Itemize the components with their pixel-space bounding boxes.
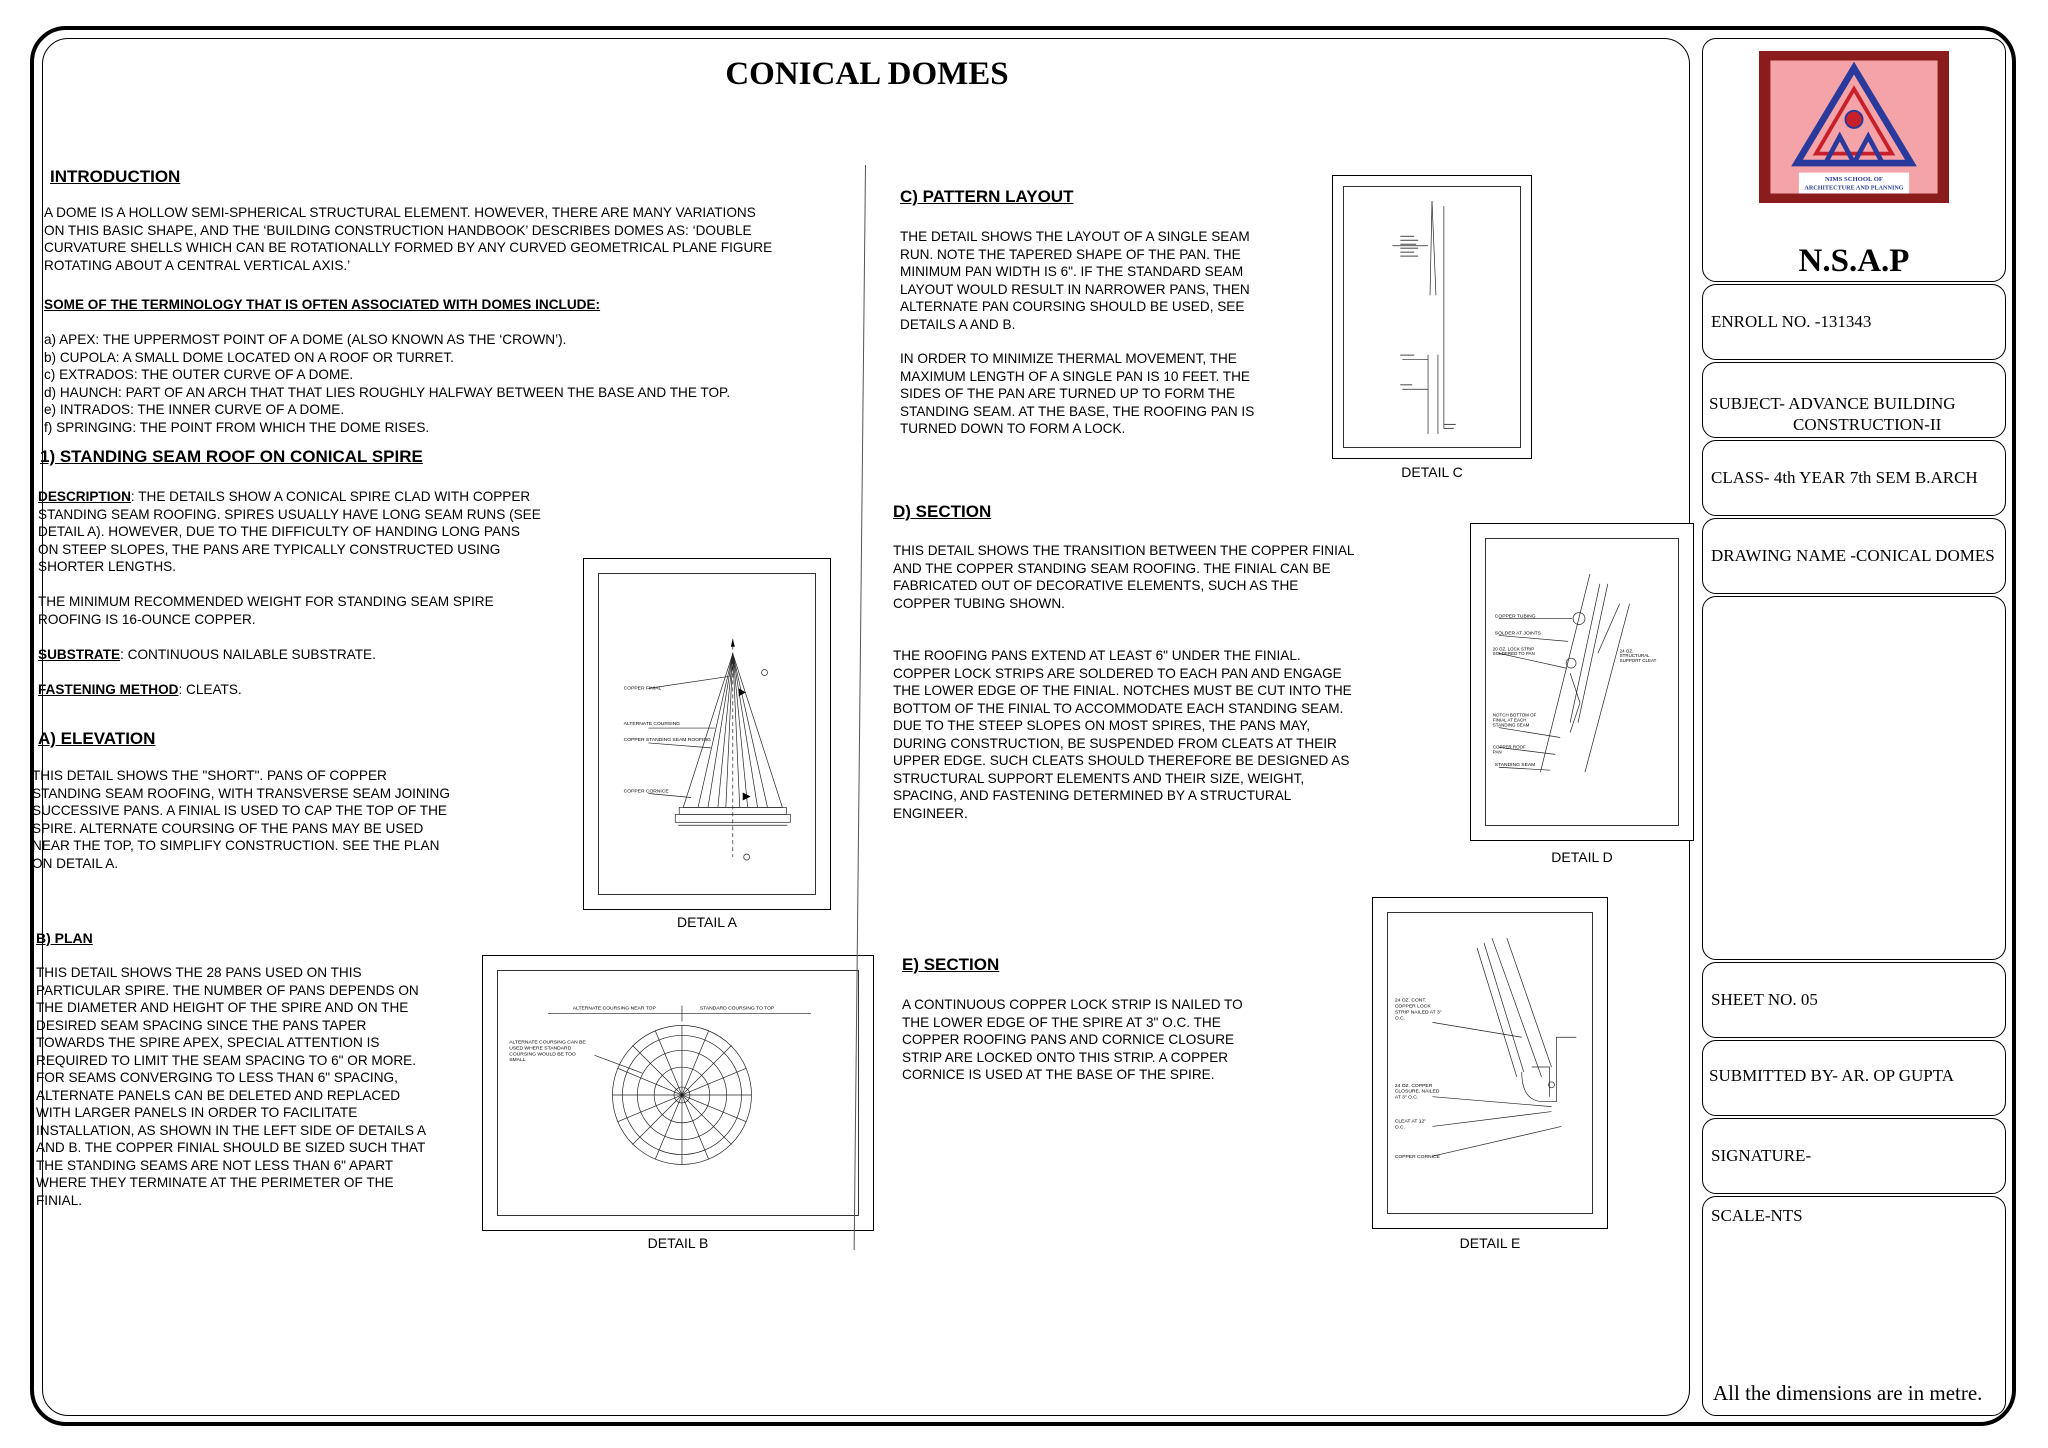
fastening-text [38,681,242,699]
subject-line-1: SUBJECT- ADVANCE BUILDING [1709,394,1956,413]
scale-label: SCALE-NTS [1711,1206,1803,1225]
submitted-by: SUBMITTED BY- AR. OP GUPTA [1709,1066,1955,1085]
label-standard-to-top: STANDARD COURSING TO TOP [699,1006,775,1012]
substrate-label: SUBSTRATE [38,647,121,662]
school-abbrev: N.S.A.P [1798,243,1910,279]
detail-d-drawing [1471,524,1693,840]
label-notch-finial: NOTCH BOTTOM OF FINIAL AT EACH STANDING SEAM [1492,712,1537,728]
detail-b-caption: DETAIL B [647,1235,709,1251]
fastening-label: FASTENING METHOD [38,682,179,697]
detail-a-frame [583,558,831,910]
label-alternate-note: ALTERNATE COURSING CAN BE USED WHERE STANDARD COURSING WOULD BE TOO SMALL [509,1039,586,1064]
label-lock-strip: 20 OZ. LOCK STRIP SOLDERED TO PAN [1492,646,1535,657]
dimension-note: All the dimensions are in metre. [1713,1381,1983,1405]
signature-label: SIGNATURE- [1711,1146,1812,1165]
detail-c-drawing [1333,176,1531,458]
detail-d-frame [1470,523,1694,841]
drawing-name-box [1702,518,2006,594]
label-support-cleat: 24 OZ. STRUCTURAL SUPPORT CLEAT [1619,648,1657,664]
fastening-body: : CLEATS. [178,682,242,697]
label-lock-strip-e: 24 OZ. CONT. COPPER LOCK STRIP NAILED AT 3" O.C. [1394,997,1442,1022]
blank-box [1702,596,2006,960]
label-standing-seam: STANDING SEAM [1494,763,1536,769]
section-d-heading: D) SECTION [893,502,992,521]
section-e-text: A CONTINUOUS COPPER LOCK STRIP IS NAILED TO THE LOWER EDGE OF THE SPIRE AT 3" O.C. THE COPPER ROOFING PANS AND CORNICE CLOSURE STRIP ARE LOCKED ONTO THIS STRIP. A COPPER CORNICE IS USED AT THE BASE OF THE SPIRE. [902,997,1243,1082]
label-copper-tubing: COPPER TUBING [1494,614,1536,620]
detail-c-caption: DETAIL C [1401,464,1463,480]
section-d-text-2: THE ROOFING PANS EXTEND AT LEAST 6" UNDER THE FINIAL. COPPER LOCK STRIPS ARE SOLDERED TO EACH PAN AND ENGAGE THE LOWER EDGE OF THE FINIAL. NOTCHES MUST BE CUT INTO THE BOTTOM OF THE FINIAL TO ACCOMMODATE EACH STANDING SEAM. DUE TO THE STEEP SLOPES ON MOST SPIRES, THE PANS MAY, DURING CONSTRUCTION, BE SUSPENDED FROM CLEATS AT THEIR UPPER EDGE. SUCH CLEATS SHOULD THEREFORE BE DESIGNED AS STRUCTURAL SUPPORT ELEMENTS AND THEIR SIZE, WEIGHT, SPACING, AND FASTENING DETERMINED BY A STRUCTURAL ENGINEER. [893,648,1352,821]
terminology-list: a) APEX: THE UPPERMOST POINT OF A DOME (ALSO KNOWN AS THE ‘CROWN’). b) CUPOLA: A SMALL DOME LOCATED ON A ROOF OR TURRET. c) EXTRADOS: THE OUTER CURVE OF A DOME. d) HAUNCH: PART OF AN ARCH THAT THAT LIES ROUGHLY HALFWAY BETWEEN THE BASE AND THE TOP. e) INTRADOS: THE INNER CURVE OF A DOME. f) SPRINGING: THE POINT FROM WHICH THE DOME RISES. [44,332,731,435]
detail-c-frame [1332,175,1532,459]
substrate-text [38,646,376,664]
weight-text: THE MINIMUM RECOMMENDED WEIGHT FOR STANDING SEAM SPIRE ROOFING IS 16-OUNCE COPPER. [38,594,494,627]
intro-text: A DOME IS A HOLLOW SEMI-SPHERICAL STRUCTURAL ELEMENT. HOWEVER, THERE ARE MANY VARIATIONS ON THIS BASIC SHAPE, AND THE ‘BUILDING CONSTRUCTION HANDBOOK’ DESCRIBES DOMES AS: ‘DOUBLE CURVATURE SHELLS WHICH CAN BE ROTATIONALLY FORMED BY ANY CURVED GEOMETRICAL PLANE FIGURE ROTATING ABOUT A CENTRAL VERTICAL AXIS.’ [44,205,773,273]
enroll-box [1702,284,2006,360]
signature-box [1702,1118,2006,1194]
school-logo [1759,51,1949,203]
detail-b-frame [482,955,874,1231]
plan-heading: B) PLAN [36,930,93,946]
substrate-body: : CONTINUOUS NAILABLE SUBSTRATE. [120,647,376,662]
detail-a-drawing [584,559,830,909]
label-cleat: CLEAT AT 12" O.C. [1394,1118,1426,1131]
detail-d-caption: DETAIL D [1551,849,1613,865]
scale-box [1702,1196,2006,1416]
pattern-text-1: THE DETAIL SHOWS THE LAYOUT OF A SINGLE SEAM RUN. NOTE THE TAPERED SHAPE OF THE PAN. THE MINIMUM PAN WIDTH IS 6". IF THE STANDARD SEAM LAYOUT WOULD RESULT IN NARROWER PANS, THEN ALTERNATE PAN COURSING SHOULD BE USED, SEE DETAILS A AND B. [900,229,1250,332]
detail-e-frame [1372,897,1608,1229]
detail-a-caption: DETAIL A [677,914,737,930]
detail-e-caption: DETAIL E [1459,1235,1521,1251]
sheet-number: SHEET NO. 05 [1711,990,1818,1009]
plan-text: THIS DETAIL SHOWS THE 28 PANS USED ON THIS PARTICULAR SPIRE. THE NUMBER OF PANS DEPENDS ON THE DIAMETER AND HEIGHT OF THE SPIRE AND ON THE DESIRED SEAM SPACING SINCE THE PANS TAPER TOWARDS THE SPIRE APEX, SPECIAL ATTENTION IS REQUIRED TO LIMIT THE SEAM SPACING TO 6" OR MORE. FOR SEAMS CONVERGING TO LESS THAN 6" SPACING, ALTERNATE PANELS CAN BE DELETED AND REPLACED WITH LARGER PANELS IN ORDER TO FACILITATE INSTALLATION, AS SHOWN IN THE LEFT SIDE OF DETAILS A AND B. THE COPPER FINIAL SHOULD BE SIZED SUCH THAT THE STANDING SEAMS ARE NOT LESS THAN 6" APART WHERE THEY TERMINATE AT THE PERIMETER OF THE FINIAL. [36,965,427,1208]
sheet-box [1702,962,2006,1038]
elevation-heading: A) ELEVATION [38,729,156,748]
detail-e-drawing [1373,898,1607,1228]
subject-line-2: CONSTRUCTION-II [1793,415,1942,434]
section1-heading: 1) STANDING SEAM ROOF ON CONICAL SPIRE [40,447,423,466]
pattern-text-2: IN ORDER TO MINIMIZE THERMAL MOVEMENT, THE MAXIMUM LENGTH OF A SINGLE PAN IS 10 FEET. THE SIDES OF THE PAN ARE TURNED UP TO FORM THE STANDING SEAM. AT THE BASE, THE ROOFING PAN IS TURNED DOWN TO FORM A LOCK. [900,351,1255,436]
logo-line-2: ARCHITECTURE AND PLANNING [1804,185,1904,192]
detail-b-drawing [483,956,873,1230]
intro-heading: INTRODUCTION [50,167,181,186]
enroll-number: ENROLL NO. -131343 [1711,312,1872,331]
pattern-heading: C) PATTERN LAYOUT [900,187,1074,206]
logo-box [1702,38,2006,282]
section-e-heading: E) SECTION [902,955,1000,974]
label-standing-seam-roofing: COPPER STANDING SEAM ROOFING [623,737,711,743]
label-copper-roof-pan: COPPER ROOF PAN [1492,744,1526,755]
page-title: CONICAL DOMES [725,56,1009,92]
label-copper-cornice: COPPER CORNICE [623,789,669,795]
label-copper-finial: COPPER FINIAL [623,686,662,692]
class-box [1702,440,2006,516]
description-label: DESCRIPTION [38,489,131,504]
label-closure: 24 OZ. COPPER CLOSURE, NAILED AT 3" O.C. [1394,1082,1440,1101]
elevation-text: THIS DETAIL SHOWS THE "SHORT". PANS OF COPPER STANDING SEAM ROOFING, WITH TRANSVERSE SEAM JOINING SUCCESSIVE PANS. A FINIAL IS USED TO CAP THE TOP OF THE SPIRE. ALTERNATE COURSING OF THE PANS MAY BE USED NEAR THE TOP, TO SIMPLIFY CONSTRUCTION. SEE THE PLAN ON DETAIL A. [32,768,450,871]
terminology-heading: SOME OF THE TERMINOLOGY THAT IS OFTEN ASSOCIATED WITH DOMES INCLUDE: [44,297,601,312]
label-alternate-near-top: ALTERNATE COURSING NEAR TOP [572,1006,656,1012]
drawing-name: DRAWING NAME -CONICAL DOMES [1711,546,1995,565]
class-info: CLASS- 4th YEAR 7th SEM B.ARCH [1711,468,1978,487]
section-d-text-1: THIS DETAIL SHOWS THE TRANSITION BETWEEN THE COPPER FINIAL AND THE COPPER STANDING SEAM ROOFING. THE FINIAL CAN BE FABRICATED OUT OF DECORATIVE ELEMENTS, SUCH AS THE COPPER TUBING SHOWN. [893,543,1355,611]
label-solder-joints: SOLDER AT JOINTS [1494,631,1541,637]
description-text [38,488,541,576]
label-copper-cornice-e: COPPER CORNICE [1394,1155,1440,1161]
description-body: : THE DETAILS SHOW A CONICAL SPIRE CLAD WITH COPPER STANDING SEAM ROOFING. SPIRES USUALLY HAVE LONG SEAM RUNS (SEE DETAIL A). HOWEVER, DUE TO THE DIFFICULTY OF HANDING LONG PANS ON STEEP SLOPES, THE PANS ARE TYPICALLY CONSTRUCTED USING SHORTER LENGTHS. [38,489,541,574]
label-alternate-coursing: ALTERNATE COURSING [623,722,681,728]
logo-line-1: NIMS SCHOOL OF [1825,176,1883,184]
submitted-box [1702,1040,2006,1116]
subject-box [1702,362,2006,438]
